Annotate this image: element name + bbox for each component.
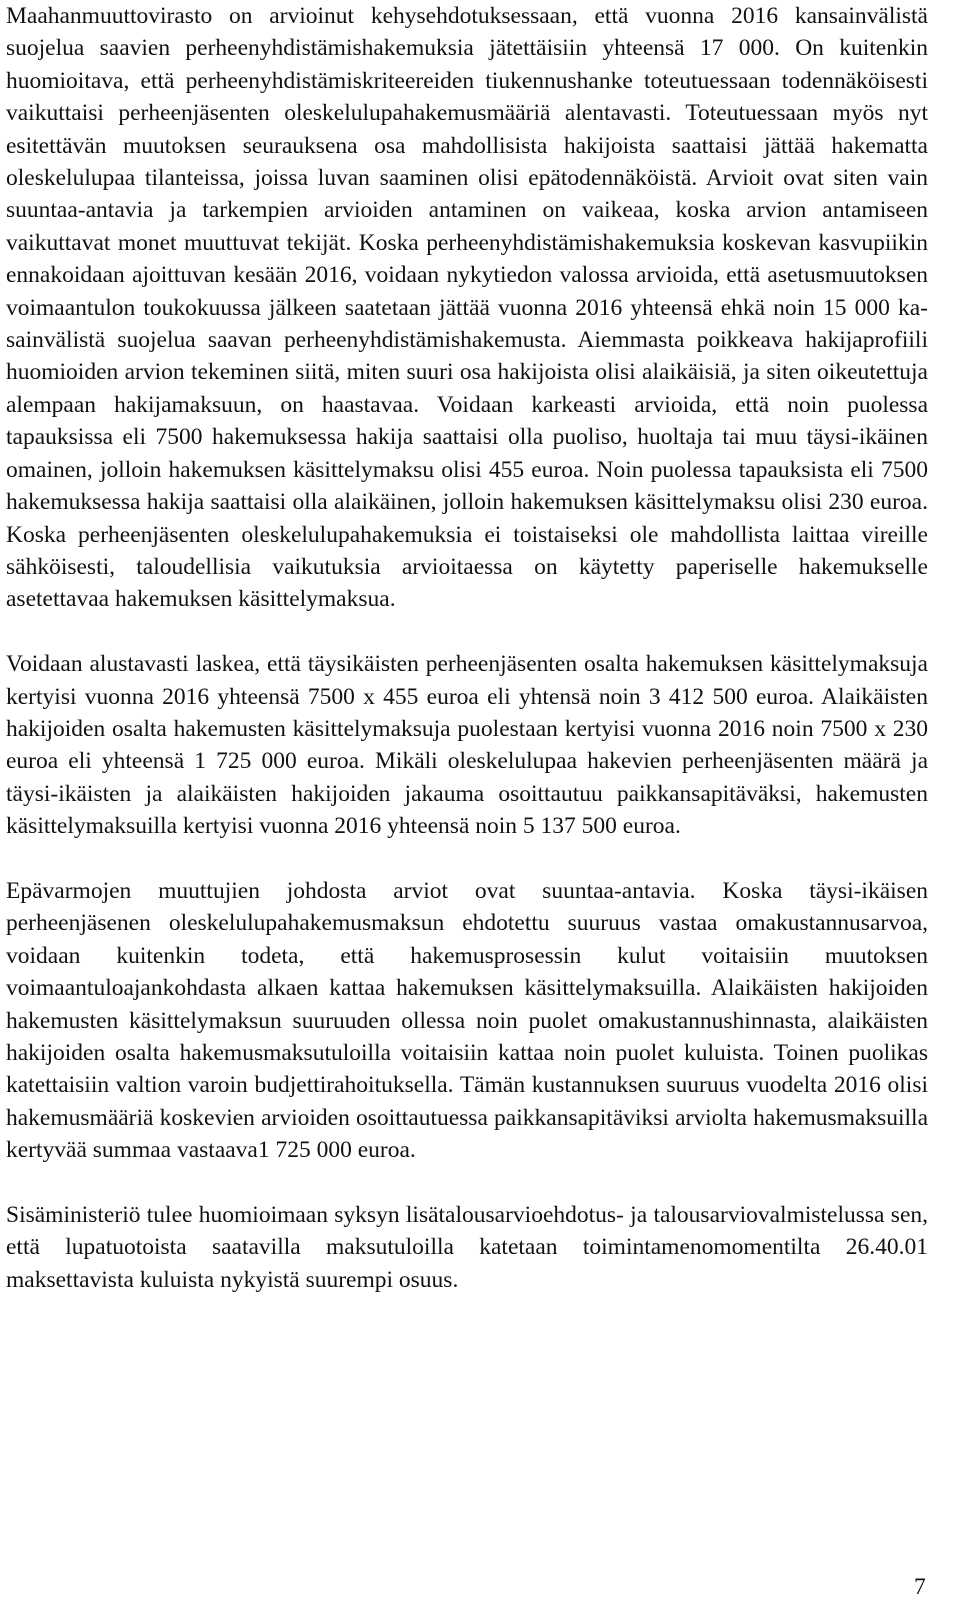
page-number: 7 [914, 1574, 926, 1600]
paragraph-ministry-budget: Sisäministeriö tulee huomioimaan syksyn lisätalousarvioehdotus- ja talousarviovalmistelussa sen, että lupatuotoista saatavilla maksutuloilla katetaan toimintamenomomentilta 26.40.01 maksettavista kuluista nykyistä suurempi osuus. [6, 1201, 928, 1293]
paragraph-fee-calculation: Voidaan alustavasti laskea, että täysikäisten perheenjäsenten osalta hakemuksen käsittelymaksuja kertyisi vuonna 2016 yhteensä 7500 x 455 euroa eli yhtensä noin 3 412 500 euroa. Alaikäisten hakijoiden osalta hakemusten käsittelymaksuja puolestaan kertyisi vuonna 2016 noin 7500 x 230 euroa eli yhteensä 1 725 000 euroa. Mikäli oleskelulupaa hakevien perheenjäsenten määrä ja täysi-ikäisten ja alaikäisten hakijoiden jakauma osoittautuu paikkansapitäväksi, hakemusten käsittelymaksuilla kertyisi vuonna 2016 yhteensä noin 5 137 500 euroa. [6, 651, 928, 840]
paragraph-uncertainty: Epävarmojen muuttujien johdosta arviot ovat suuntaa-antavia. Koska täysi-ikäisen perheenjäsenen oleskelulupahakemusmaksun ehdotettu suuruus vastaa omakustannusarvoa, voidaan kuitenkin todeta, että hakemusprosessin kulut voitaisiin muutoksen voimaantuloajankohdasta alkaen kattaa hakemuksen käsittelymaksuilla. Alaikäisten hakijoiden hakemusten käsittelymaksun suuruuden ollessa noin puolet omakustannushinnasta, alaikäisten hakijoiden osalta hakemusmaksutuloilla voitaisiin kattaa noin puolet kuluista. Toinen puolikas katettaisiin valtion varoin budjettirahoituksella. Tämän kustannuksen suuruus vuodelta 2016 olisi hakemusmääriä koskevien arvioiden osoittautuessa paikkansapitäviksi arviolta hakemusmaksuilla kertyvää summaa vastaava1 725 000 euroa. [6, 877, 928, 1164]
document-page [6, 0, 928, 1296]
paragraph-application-estimates: Maahanmuuttovirasto on arvioinut kehysehdotuksessaan, että vuonna 2016 kansainvälistä suojelua saavien perheenyhdistämishakemuksia jätettäisiin yhteensä 17 000. On kuitenkin huomioitava, että perheenyhdistämiskriteereiden tiukennushanke toteutuessaan todennäköisesti vaikuttaisi perheenjäsenten oleskelulupahakemusmääriä alentavasti. Toteutuessaan myös nyt esitettävän muutoksen seurauksena osa mahdollisista hakijoista saattaisi jättää hakematta oleskelulupaa tilanteissa, joissa luvan saaminen olisi epätodennäköistä. Arvioit ovat siten vain suuntaa-antavia ja tarkempien arvioiden antaminen on vaikeaa, koska arvion antamiseen vaikuttavat monet muuttuvat tekijät. Koska perheenyhdistämishakemuksia koskevan kasvupiikin ennakoidaan ajoittuvan kesään 2016, voidaan nykytiedon valossa arvioida, että asetusmuutoksen voimaantulon toukokuussa jälkeen saatetaan jättää vuonna 2016 yhteensä ehkä noin 15 000 kasainvälistä suojelua saavan perheenyhdistämishakemusta. Aiemmasta poikkeava hakijaprofiili huomioiden arvion tekeminen siitä, miten suuri osa hakijoista olisi alaikäisiä, ja siten oikeutettuja alempaan hakijamaksuun, on haastavaa. Voidaan karkeasti arvioida, että noin puolessa tapauksissa eli 7500 hakemuksessa hakija saattaisi olla puoliso, huoltaja tai muu täysi-ikäinen omainen, jolloin hakemuksen käsittelymaksu olisi 455 euroa. Noin puolessa tapauksista eli 7500 hakemuksessa hakija saattaisi olla alaikäinen, jolloin hakemuksen käsittelymaksu olisi 230 euroa. Koska perheenjäsenten oleskelulupahakemuksia ei toistaiseksi ole mahdollista laittaa vireille sähköisesti, taloudellisia vaikutuksia arvioitaessa on käytetty paperiselle hakemukselle asetettavaa hakemuksen käsittelymaksua. [6, 3, 928, 613]
